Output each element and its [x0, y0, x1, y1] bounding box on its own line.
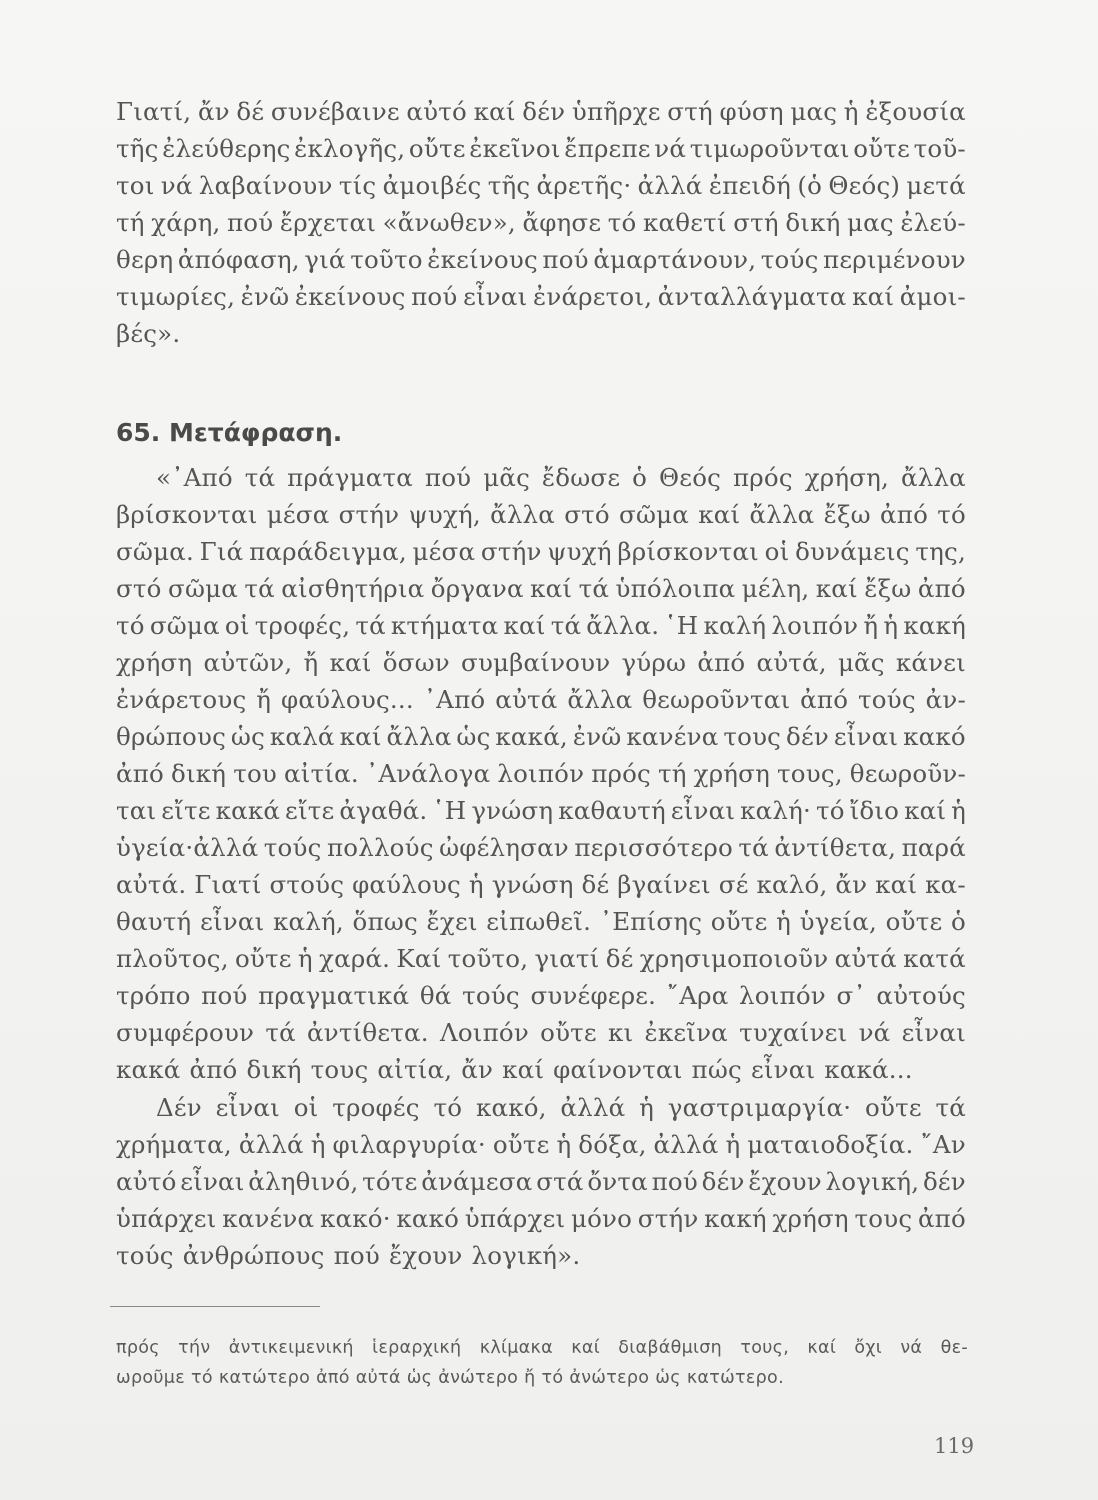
text-line: αὐτό εἶναι ἀληθινό, τότε ἀνάμεσα στά ὄντα πού δέν ἔχουν λογική, δέν: [116, 1167, 966, 1196]
text-line: τιμωρίες, ἐνῶ ἐκείνους πού εἶναι ἐνάρετοι, ἀνταλλάγματα καί ἀμοι-: [116, 282, 966, 311]
text-line: ἐνάρετους ἤ φαύλους... ᾿Από αὐτά ἄλλα θεωροῦνται ἀπό τούς ἀν-: [116, 685, 966, 714]
text-line: «᾿Από τά πράγματα πού μᾶς ἔδωσε ὁ Θεός πρός χρήση, ἄλλα: [156, 463, 966, 492]
text-line: τῆς ἐλεύθερης ἐκλογῆς, οὔτε ἐκεῖνοι ἔπρεπε νά τιμωροῦνται οὔτε τοῦ-: [116, 134, 966, 163]
text-line: συμφέρουν τά ἀντίθετα. Λοιπόν οὔτε κι ἐκεῖνα τυχαίνει νά εἶναι: [116, 1018, 966, 1047]
footnote-line: ωροῦμε τό κατώτερο ἀπό αὐτά ὡς ἀνώτερο ἤ τό ἀνώτερο ὡς κατώτερο.: [116, 1368, 784, 1388]
text-line: βρίσκονται μέσα στήν ψυχή, ἄλλα στό σῶμα καί ἄλλα ἔξω ἀπό τό: [116, 500, 966, 529]
section-heading: 65. Μετάφραση.: [116, 418, 343, 447]
text-line: κακά ἀπό δική τους αἰτία, ἄν καί φαίνονται πώς εἶναι κακά...: [116, 1055, 913, 1084]
text-line: ται εἴτε κακά εἴτε ἀγαθά. ῾Η γνώση καθαυτή εἶναι καλή· τό ἴδιο καί ἡ: [116, 796, 966, 825]
text-line: στό σῶμα τά αἰσθητήρια ὄργανα καί τά ὑπόλοιπα μέλη, καί ἔξω ἀπό: [116, 574, 966, 603]
text-line: τοι νά λαβαίνουν τίς ἀμοιβές τῆς ἀρετῆς· ἀλλά ἐπειδή (ὁ Θεός) μετά: [116, 171, 966, 200]
page-number: 119: [934, 1434, 975, 1458]
text-line: τρόπο πού πραγματικά θά τούς συνέφερε. ῎Αρα λοιπόν σ᾿ αὐτούς: [116, 981, 966, 1010]
text-line: βές».: [116, 319, 181, 348]
text-line: Δέν εἶναι οἱ τροφές τό κακό, ἀλλά ἡ γαστριμαργία· οὔτε τά: [156, 1093, 966, 1122]
text-line: χρήση αὐτῶν, ἤ καί ὅσων συμβαίνουν γύρω ἀπό αὐτά, μᾶς κάνει: [116, 648, 966, 677]
text-line: ὑπάρχει κανένα κακό· κακό ὑπάρχει μόνο στήν κακή χρήση τους ἀπό: [116, 1204, 966, 1233]
footnote-line: πρός τήν ἀντικειμενική ἱεραρχική κλίμακα καί διαβάθμιση τους, καί ὄχι νά θε-: [116, 1338, 968, 1358]
text-line: θρώπους ὡς καλά καί ἄλλα ὡς κακά, ἐνῶ κανένα τους δέν εἶναι κακό: [116, 722, 966, 751]
text-line: ὑγεία·ἀλλά τούς πολλούς ὠφέλησαν περισσότερο τά ἀντίθετα, παρά: [116, 833, 966, 862]
text-line: τή χάρη, πού ἔρχεται «ἄνωθεν», ἄφησε τό καθετί στή δική μας ἐλεύ-: [116, 208, 966, 237]
text-line: θερη ἀπόφαση, γιά τοῦτο ἐκείνους πού ἁμαρτάνουν, τούς περιμένουν: [116, 245, 966, 274]
text-line: Γιατί, ἄν δέ συνέβαινε αὐτό καί δέν ὑπῆρχε στή φύση μας ἡ ἐξουσία: [116, 97, 966, 126]
text-line: τό σῶμα οἱ τροφές, τά κτήματα καί τά ἄλλα. ῾Η καλή λοιπόν ἤ ἡ κακή: [116, 611, 966, 640]
text-line: θαυτή εἶναι καλή, ὅπως ἔχει εἰπωθεῖ. ᾿Επίσης οὔτε ἡ ὑγεία, οὔτε ὁ: [116, 907, 966, 936]
text-line: τούς ἀνθρώπους πού ἔχουν λογική».: [116, 1241, 581, 1270]
text-line: χρήματα, ἀλλά ἡ φιλαργυρία· οὔτε ἡ δόξα, ἀλλά ἡ ματαιοδοξία. ῎Αν: [116, 1130, 966, 1159]
text-line: ἀπό δική του αἰτία. ᾿Ανάλογα λοιπόν πρός τή χρήση τους, θεωροῦν-: [116, 759, 966, 788]
footnote-divider: [110, 1306, 320, 1307]
text-line: σῶμα. Γιά παράδειγμα, μέσα στήν ψυχή βρίσκονται οἱ δυνάμεις της,: [116, 537, 966, 566]
text-line: πλοῦτος, οὔτε ἡ χαρά. Καί τοῦτο, γιατί δέ χρησιμοποιοῦν αὐτά κατά: [116, 944, 966, 973]
text-line: αὐτά. Γιατί στούς φαύλους ἡ γνώση δέ βγαίνει σέ καλό, ἄν καί κα-: [116, 870, 966, 899]
